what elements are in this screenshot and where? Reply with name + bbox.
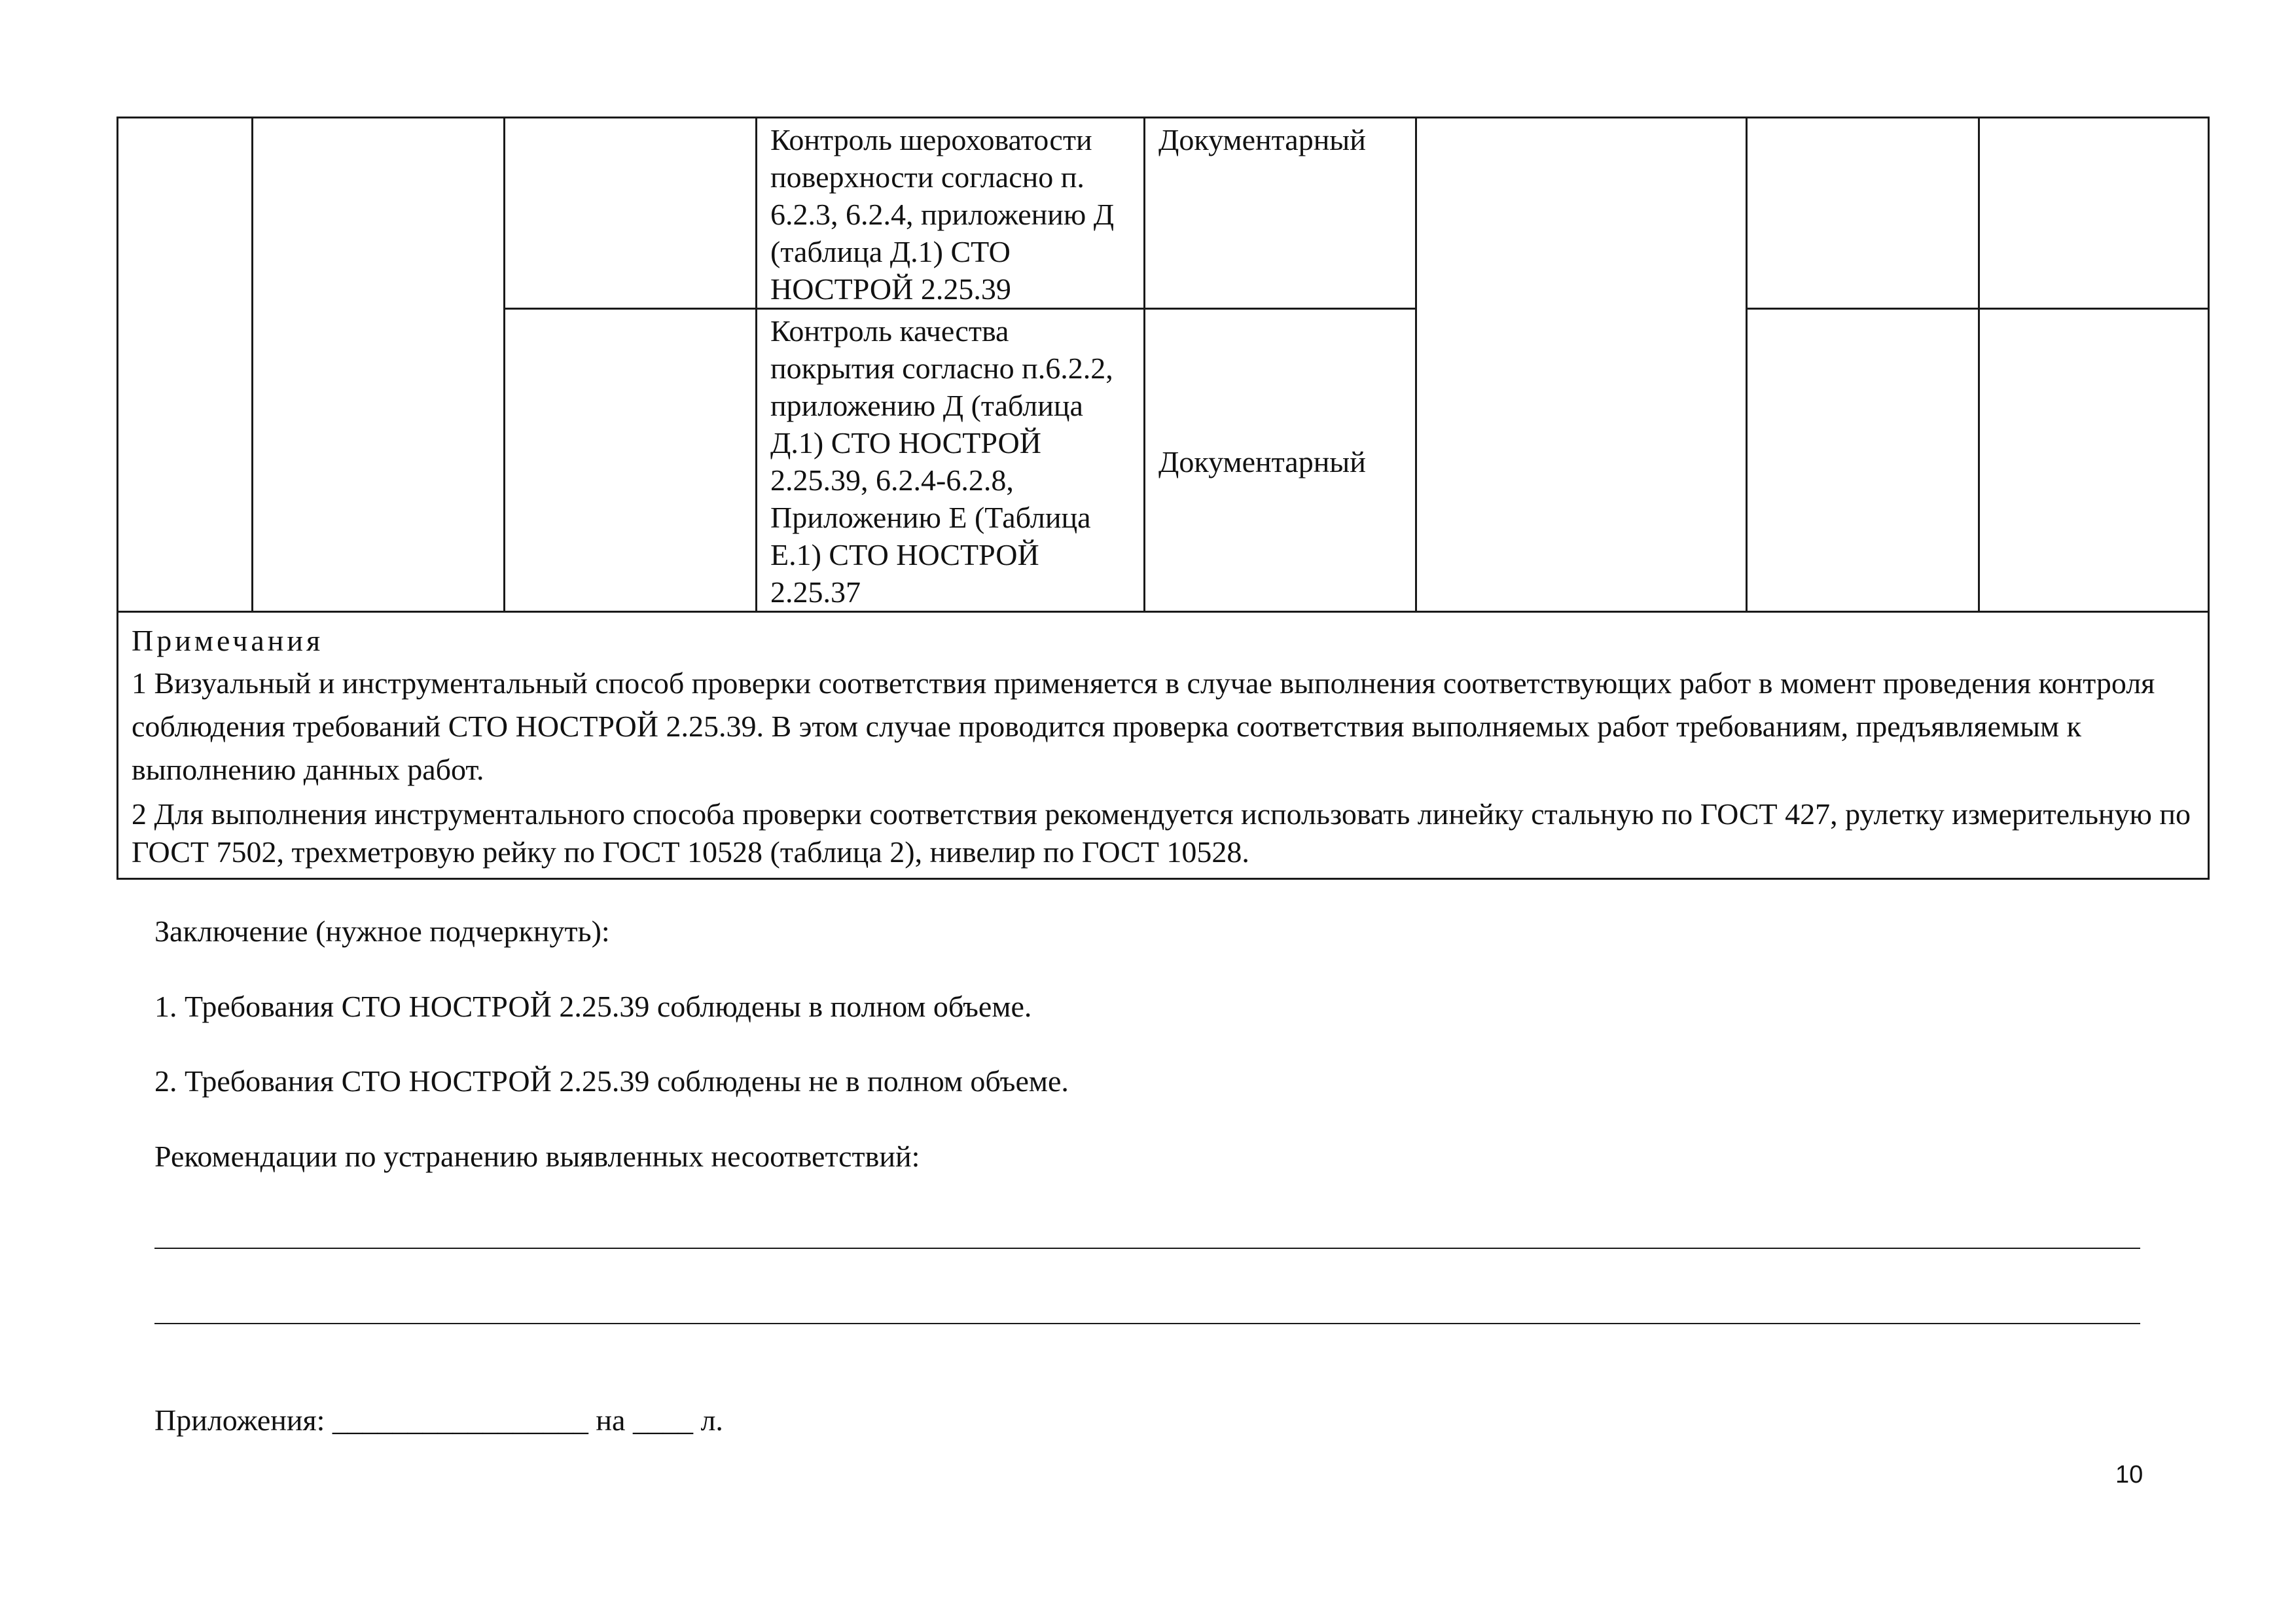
attachments-line: Приложения: _________________ на ____ л. bbox=[154, 1403, 723, 1437]
recommendation-line bbox=[154, 1248, 2140, 1249]
table-cell-empty bbox=[1747, 309, 1979, 612]
conclusion-heading: Заключение (нужное подчеркнуть): bbox=[154, 914, 610, 948]
table-cell-empty bbox=[505, 309, 757, 612]
notes-cell bbox=[118, 612, 2209, 879]
check-method-cell: Документарный bbox=[1145, 309, 1416, 612]
table-cell-empty bbox=[1979, 309, 2209, 612]
conclusion-option-1: 1. Требования СТО НОСТРОЙ 2.25.39 соблюдены в полном объеме. bbox=[154, 990, 1032, 1023]
note-1: 1 Визуальный и инструментальный способ проверки соответствия применяется в случае выполнения соответствующих работ в момент проведения контроля соблюдения требований СТО НОСТРОЙ 2.25.39. В этом случае проводится проверка соответствия выполняемых работ требованиям, предъявляемым к выполнению данных работ. bbox=[132, 666, 2155, 786]
note-2: 2 Для выполнения инструментального способа проверки соответствия рекомендуется использовать линейку стальную по ГОСТ 427, рулетку измерительную по ГОСТ 7502, трехметровую рейку по ГОСТ 10528 (таблица 2), нивелир по ГОСТ 10528. bbox=[132, 797, 2191, 869]
recommendation-line bbox=[154, 1323, 2140, 1324]
notes-row bbox=[118, 612, 2209, 879]
table-cell-empty bbox=[505, 118, 757, 309]
table-cell-empty bbox=[1979, 118, 2209, 309]
table-cell-empty bbox=[1747, 118, 1979, 309]
table-cell-empty bbox=[118, 118, 253, 612]
page-number: 10 bbox=[2115, 1461, 2144, 1489]
table-cell-empty bbox=[253, 118, 505, 612]
conclusion-option-2: 2. Требования СТО НОСТРОЙ 2.25.39 соблюдены не в полном объеме. bbox=[154, 1064, 1069, 1098]
table-cell-empty bbox=[1416, 118, 1747, 612]
check-description-cell: Контроль качества покрытия согласно п.6.2.2, приложению Д (таблица Д.1) СТО НОСТРОЙ 2.25.39, 6.2.4-6.2.8, Приложению Е (Таблица Е.1) СТО НОСТРОЙ 2.25.37 bbox=[757, 309, 1145, 612]
check-method-cell: Документарный bbox=[1145, 118, 1416, 309]
notes-title: Примечания bbox=[132, 624, 324, 657]
table-row bbox=[118, 118, 2209, 309]
check-description-cell: Контроль шероховатости поверхности согласно п. 6.2.3, 6.2.4, приложению Д (таблица Д.1) СТО НОСТРОЙ 2.25.39 bbox=[757, 118, 1145, 309]
inspection-table bbox=[117, 117, 2210, 880]
recommendations-heading: Рекомендации по устранению выявленных несоответствий: bbox=[154, 1140, 920, 1173]
